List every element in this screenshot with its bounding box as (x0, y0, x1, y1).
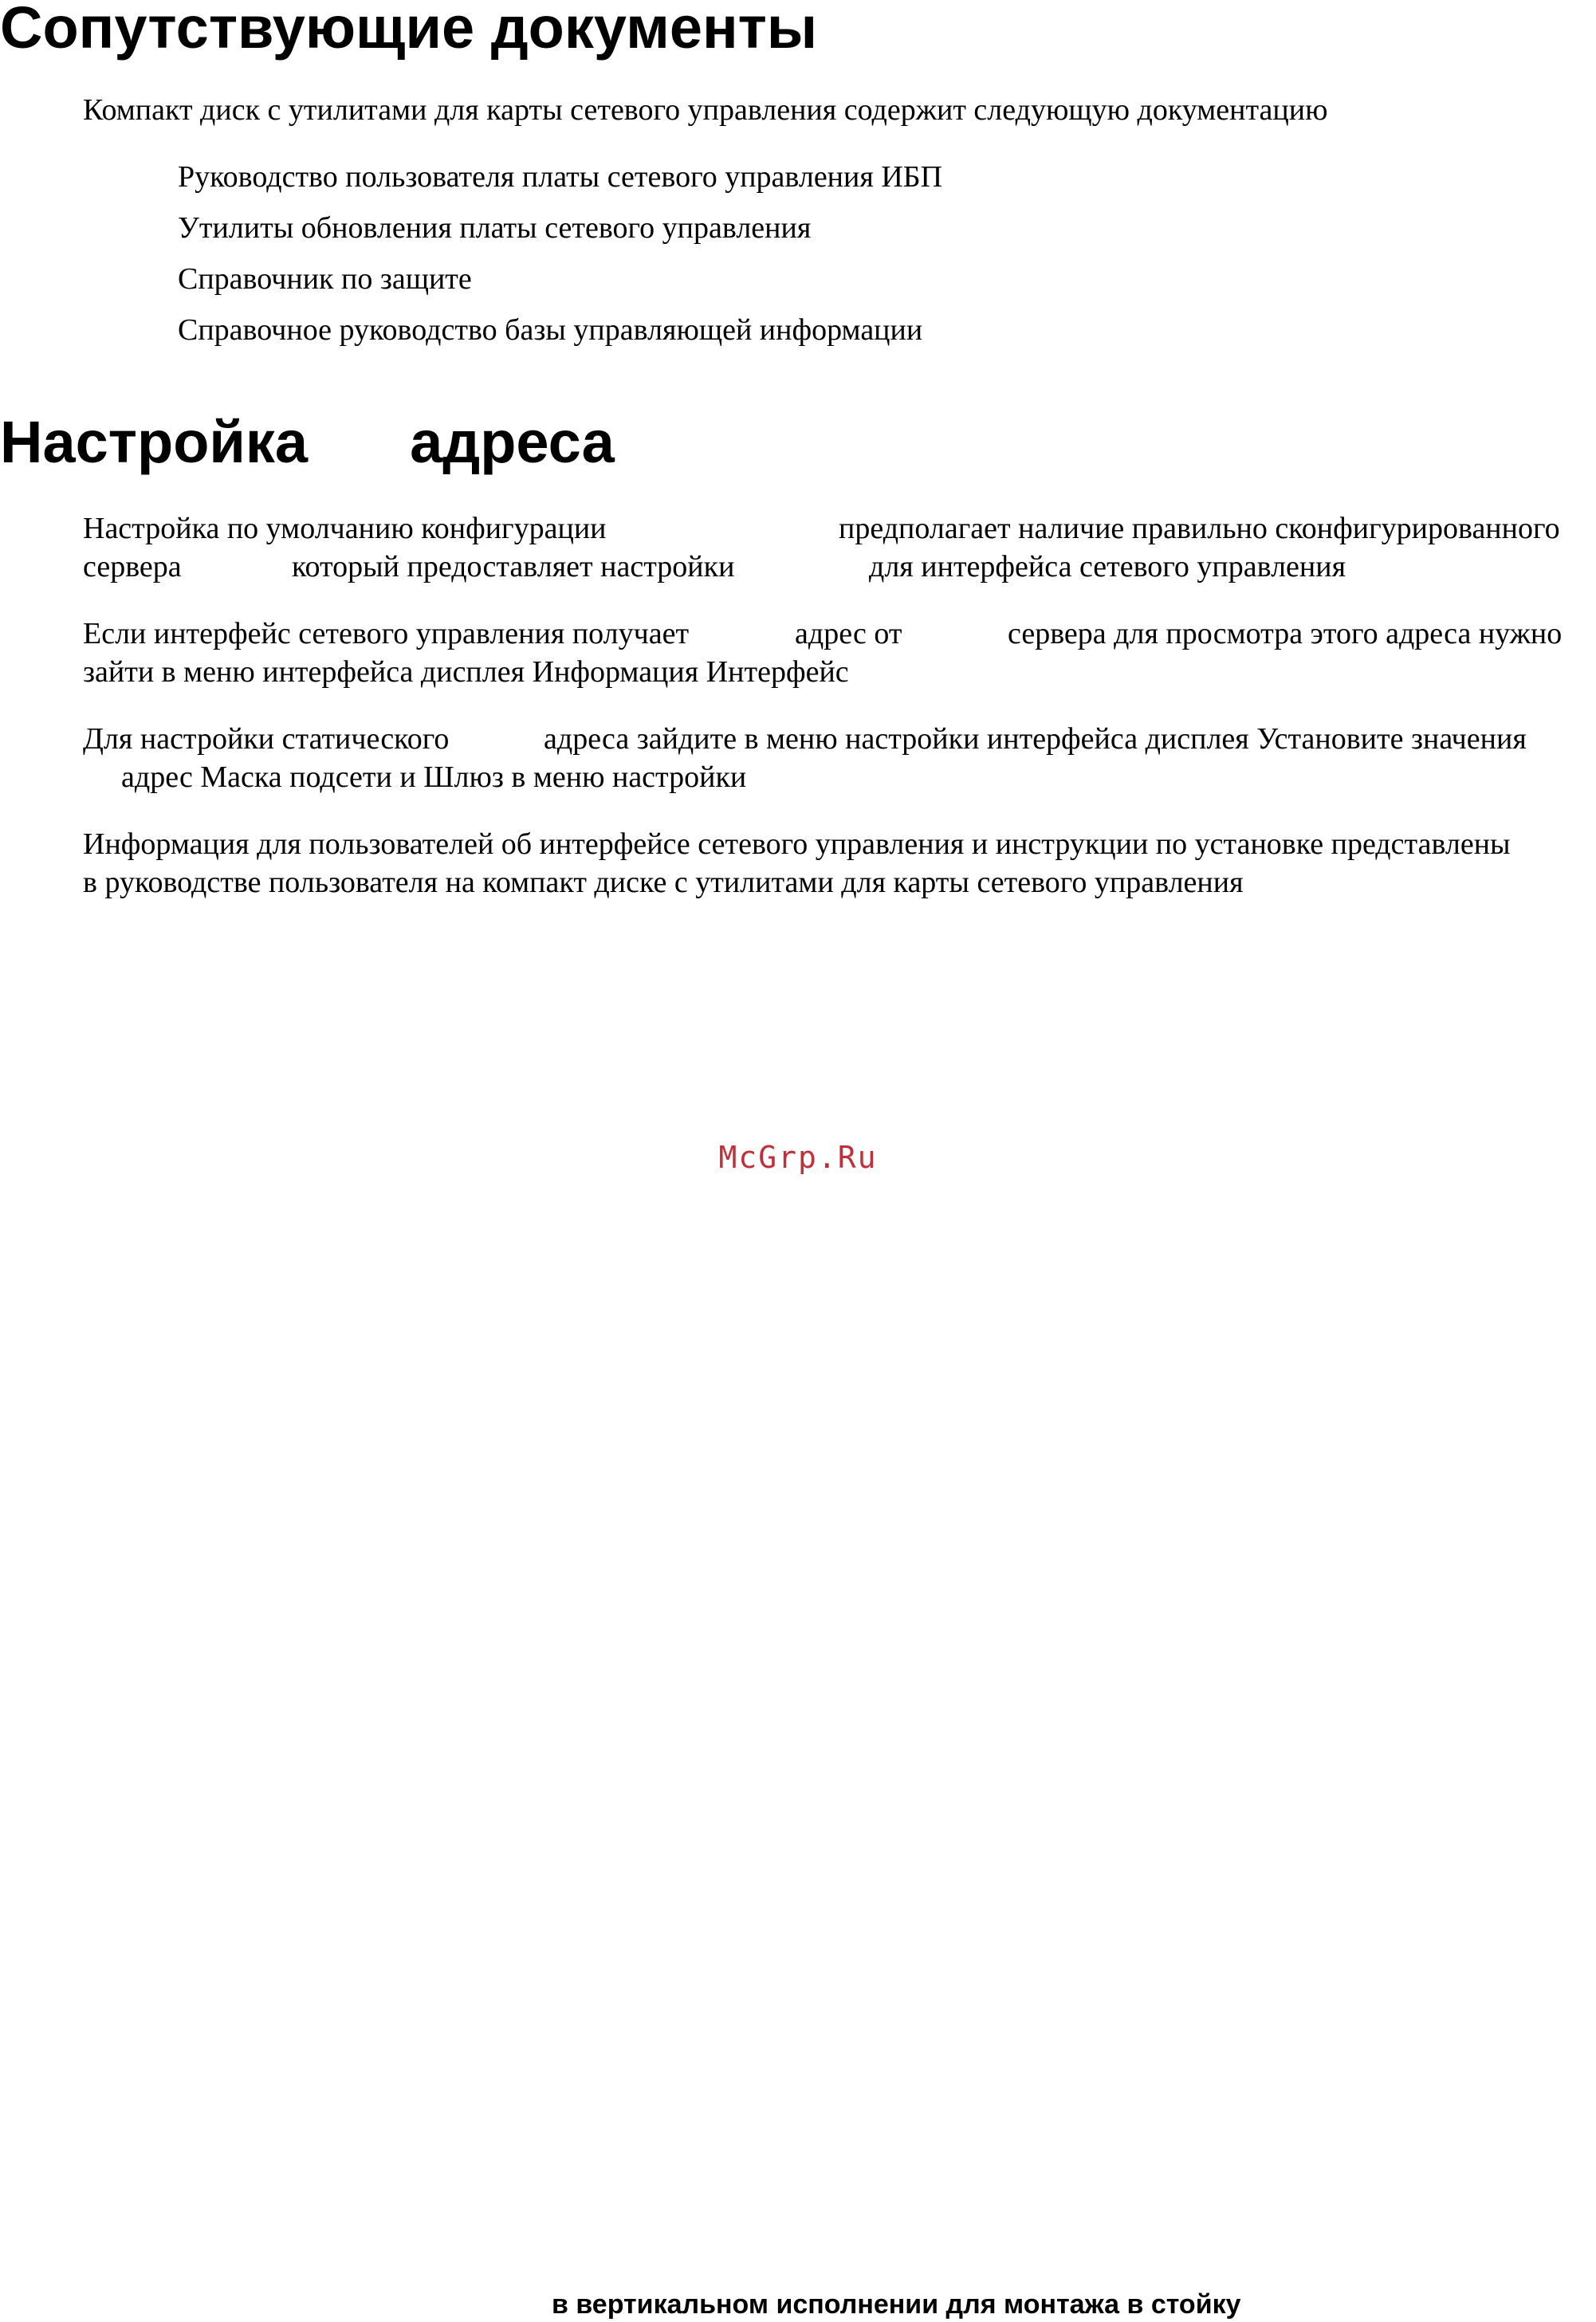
heading-word-setup: Настройка (0, 409, 309, 475)
text-segment: сервера (83, 550, 182, 583)
text-segment: зайти в меню интерфейса дисплея Информация Интерфейс (83, 655, 849, 689)
text-segment: который предоставляет настройки (292, 550, 735, 583)
text-segment: Для настройки статического (83, 722, 450, 756)
section-heading-address-setup (0, 409, 615, 475)
heading-word-address: адреса (410, 409, 615, 475)
text-segment: Настройка по умолчанию конфигурации (83, 512, 607, 545)
text-segment: адреса зайдите в меню настройки интерфейса дисплея Установите значения (544, 722, 1527, 756)
text-segment: адрес от (795, 617, 902, 650)
text-segment: в руководстве пользователя на компакт диске с утилитами для карты сетевого управления (83, 866, 1244, 899)
text-segment: адрес Маска подсети и Шлюз в меню настройки (121, 760, 747, 794)
list-item: Справочник по защите (178, 262, 472, 296)
list-item: Утилиты обновления платы сетевого управления (178, 211, 812, 245)
text-segment: для интерфейса сетевого управления (869, 550, 1346, 583)
watermark: McGrp.Ru (718, 1140, 878, 1175)
section-heading-related-docs: Сопутствующие документы (0, 0, 818, 61)
text-segment: Информация для пользователей об интерфейсе сетевого управления и инструкции по установке представлены (83, 827, 1511, 861)
page-footer: в вертикальном исполнении для монтажа в стойку (552, 2289, 1241, 2320)
text-segment: предполагает наличие правильно сконфигурированного (839, 512, 1560, 545)
list-item: Справочное руководство базы управляющей информации (178, 313, 923, 347)
text-segment: сервера для просмотра этого адреса нужно (1008, 617, 1563, 650)
list-item: Руководство пользователя платы сетевого управления ИБП (178, 160, 943, 194)
text-segment: Если интерфейс сетевого управления получает (83, 617, 690, 650)
related-docs-intro: Компакт диск с утилитами для карты сетевого управления содержит следующую документацию (83, 93, 1328, 127)
